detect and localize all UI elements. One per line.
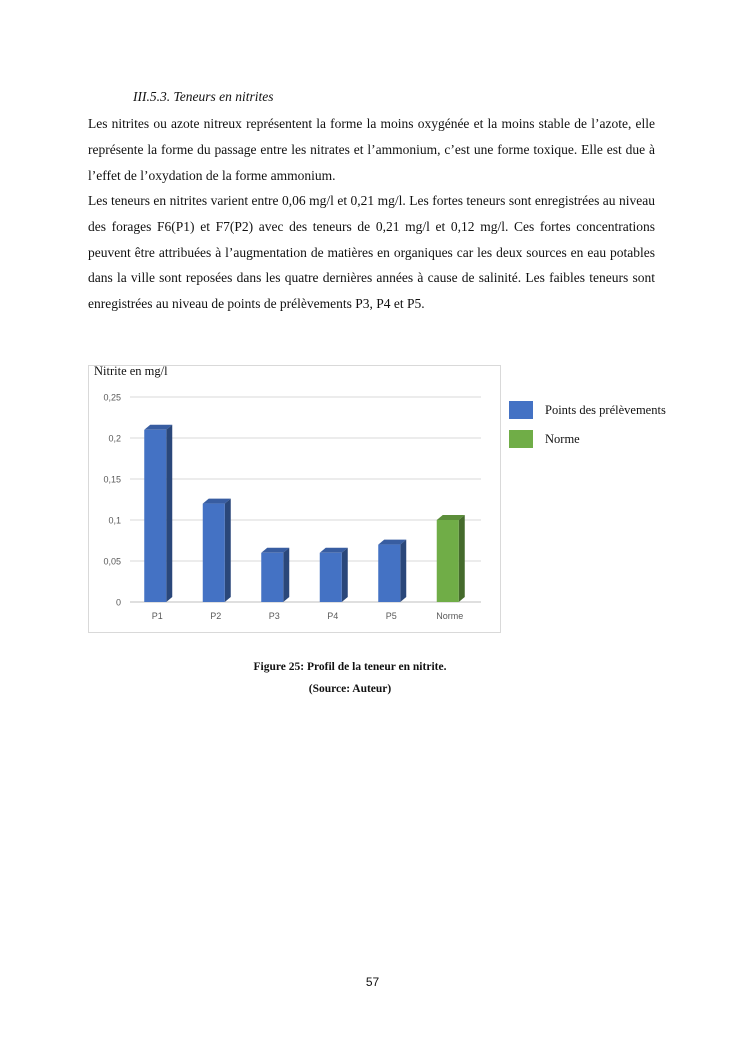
x-tick-label-P5: P5 bbox=[385, 611, 397, 621]
bar-side-P4 bbox=[342, 548, 348, 602]
bar-P4 bbox=[320, 553, 342, 602]
bar-P3 bbox=[261, 553, 283, 602]
bar-side-Norme bbox=[459, 515, 465, 602]
y-tick-label: 0,05 bbox=[103, 556, 121, 567]
bar-side-P3 bbox=[283, 548, 289, 602]
legend-swatch-norme bbox=[509, 430, 533, 448]
legend-swatch-points bbox=[509, 401, 533, 419]
figure-caption: Figure 25: Profil de la teneur en nitrite. bbox=[253, 661, 447, 673]
section-heading: III.5.3. Teneurs en nitrites bbox=[133, 89, 274, 104]
bar-side-P1 bbox=[166, 425, 172, 602]
y-tick-label: 0,15 bbox=[103, 474, 121, 485]
legend-label-points: Points des prélèvements bbox=[545, 403, 666, 417]
x-tick-label-P4: P4 bbox=[327, 611, 339, 621]
x-tick-label-P3: P3 bbox=[268, 611, 280, 621]
y-tick-label: 0,1 bbox=[108, 515, 121, 526]
page-number: 57 bbox=[365, 975, 380, 989]
bar-P2 bbox=[203, 504, 225, 602]
bar-P5 bbox=[378, 545, 400, 602]
chart-y-axis-title: Nitrite en mg/l bbox=[94, 364, 168, 378]
bar-P1 bbox=[144, 430, 166, 602]
bar-Norme bbox=[437, 520, 459, 602]
bar-side-P5 bbox=[400, 540, 406, 602]
y-tick-label: 0,25 bbox=[103, 392, 121, 403]
figure-source: (Source: Auteur) bbox=[308, 683, 392, 695]
paragraph-nitrites-results: Les teneurs en nitrites varient entre 0,06 mg/l et 0,21 mg/l. Les fortes teneurs sont enregistrées au niveau des forages F6(P1) et F7(P2) avec des teneurs de 0,21 mg/l et 0,12 mg/l. Ces fortes concentrations peuvent être attribuées à l’augmentation de matières en organiques car les deux sources en eau potables dans la ville sont reposées dans les quatre dernières années à cause de salinité. Les faibles teneurs sont enregistrées au niveau de points de prélèvements P3, P4 et P5. bbox=[88, 193, 655, 312]
paragraph-nitrites-definition: Les nitrites ou azote nitreux représentent la forme la moins oxygénée et la moins stable de l’azote, elle représente la forme du passage entre les nitrates et l’ammonium, c’est une forme toxique. Elle est due à l’effet de l’oxydation de la forme ammonium. bbox=[88, 116, 655, 183]
bar-side-P2 bbox=[225, 499, 231, 602]
x-tick-label-P1: P1 bbox=[151, 611, 163, 621]
y-tick-label: 0,2 bbox=[108, 433, 121, 444]
x-tick-label-P2: P2 bbox=[210, 611, 222, 621]
legend-label-norme: Norme bbox=[545, 432, 580, 446]
y-tick-label: 0 bbox=[115, 597, 121, 608]
x-tick-label-Norme: Norme bbox=[436, 611, 464, 621]
